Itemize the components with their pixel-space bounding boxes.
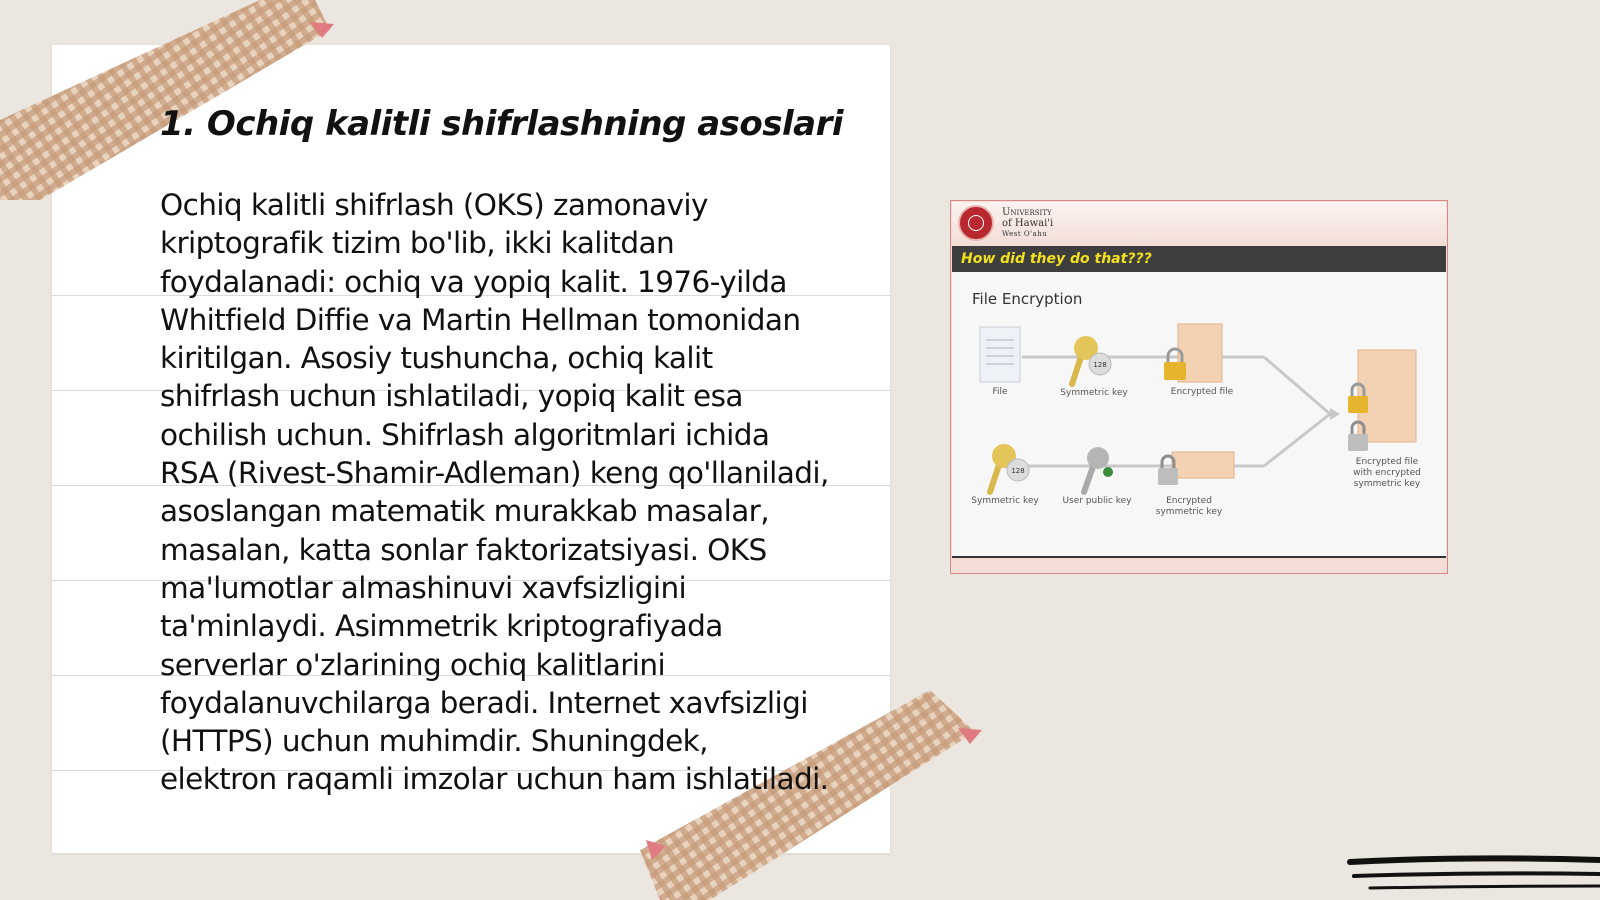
symmetric-key-icon <box>1072 336 1111 384</box>
label-file: File <box>992 387 1008 397</box>
label-encrypted-file: Encrypted file <box>1170 387 1234 397</box>
label-symmetric-key: Symmetric key <box>1060 388 1128 398</box>
slide-title: 1. Ochiq kalitli shifrlashning asoslari <box>160 104 843 144</box>
image-header <box>952 202 1446 246</box>
label-encrypted-file-with-key: Encrypted file with encrypted symmetric key <box>1353 457 1421 489</box>
encrypted-symmetric-key-icon <box>1158 452 1234 485</box>
encrypted-file-icon <box>1164 324 1222 382</box>
label-encrypted-symmetric-key: Encrypted symmetric key <box>1155 496 1223 517</box>
image-banner: How did they do that??? <box>952 246 1446 272</box>
file-icon <box>980 327 1020 382</box>
decorative-brush-lines <box>1340 850 1600 900</box>
diagram-title: File Encryption <box>972 290 1083 308</box>
label-user-public-key: User public key <box>1062 496 1132 506</box>
encrypted-file-with-key-icon <box>1348 350 1416 451</box>
svg-text:128: 128 <box>1011 467 1025 475</box>
slide-body-text: Ochiq kalitli shifrlash (OKS) zamonaviy kriptografik tizim bo'lib, ikki kalitdan foydalanadi: ochiq va yopiq kalit. 1976-yilda Whitfield Diffie va Martin Hellman tomonidan kiritilgan. Asosiy tushuncha, ochiq kalit shifrlash uchun ishlatiladi, yopiq kalit esa ochilish uchun. Shifrlash algoritmlari ichida RSA (Rivest-Shamir-Adleman) keng qo'llaniladi, asoslangan matematik murakkab masalar, masalan, katta sonlar faktorizatsiyasi. OKS ma'lumotlar almashinuvi xavfsizligini ta'minlaydi. Asimmetrik kriptografiyada serverlar o'zlarining ochiq kalitlarini foydalanuvchilarga beradi. Internet xavfsizligi (HTTPS) uchun muhimdir. Shuningdek, elektron raqamli imzolar uchun ham ishlatiladi. <box>160 188 829 797</box>
university-name: University of Hawai'i West O'ahu <box>1002 207 1054 238</box>
user-public-key-icon <box>1084 447 1113 492</box>
label-symmetric-key: Symmetric key <box>971 496 1039 506</box>
diagram-area <box>952 272 1446 558</box>
university-seal-icon <box>958 205 994 241</box>
symmetric-key-icon <box>990 444 1029 492</box>
svg-text:128: 128 <box>1093 361 1107 369</box>
arrow-head <box>1330 408 1340 420</box>
embedded-image <box>950 200 1448 574</box>
